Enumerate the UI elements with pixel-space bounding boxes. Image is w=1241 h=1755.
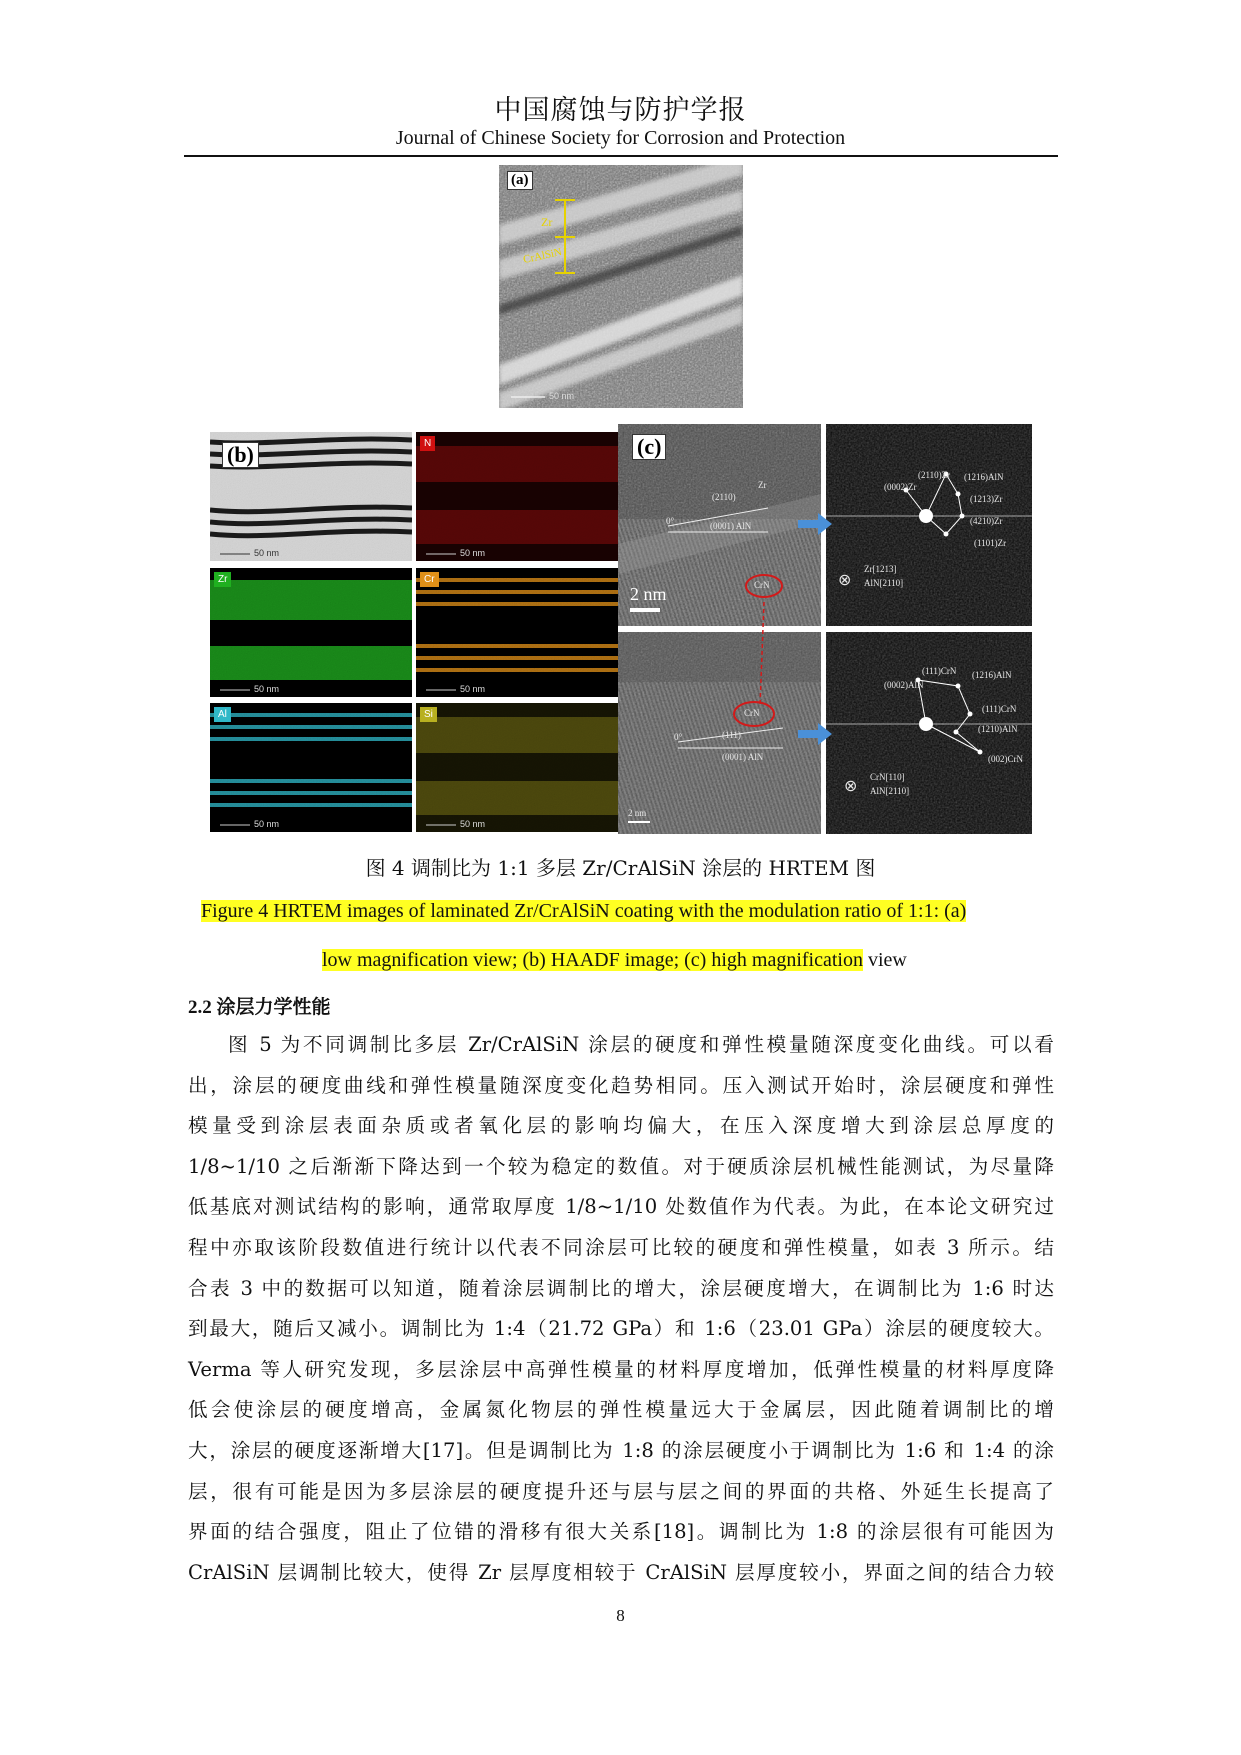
panel-b-label: (b) — [222, 442, 259, 468]
figure-caption-en-line2 — [322, 949, 907, 972]
eds-map-cr — [416, 568, 618, 697]
c-fft-top-s3: (1216)AlN — [964, 472, 1004, 482]
c-fft-bottom-s2: (111)CrN — [922, 666, 957, 676]
c-fft-top-zone2: AlN[2110] — [864, 578, 904, 588]
c-top-aln: (0001) AlN — [710, 521, 752, 531]
eds-map-zr — [210, 568, 412, 697]
c-fft-top-s4: (1213)Zr — [970, 494, 1003, 504]
c-fft-top-s1: (0002)Zr — [884, 482, 917, 492]
c-fft-bottom-zone-symbol: ⊗ — [844, 778, 858, 795]
c-fft-top-s2: (2110)Zr — [918, 470, 951, 480]
c-top-zr: Zr — [758, 480, 767, 490]
eds-map-tag-cr: Cr — [420, 572, 439, 587]
c-bottom-crn: CrN — [744, 708, 760, 718]
c-fft-top-zone-symbol: ⊗ — [838, 572, 852, 589]
panel-b-haadf-image — [210, 432, 412, 561]
panel-a-tem-image — [499, 165, 743, 408]
caption-en-line2-rest: view — [862, 949, 907, 971]
body-text-line: 低会使涂层的硬度增高，金属氮化物层的弹性模量远大于金属层，因此随着调制比的增 — [188, 1398, 1054, 1422]
figure-caption-en-line1 — [201, 900, 966, 923]
c-fft-top-zone1: Zr[1213] — [864, 564, 897, 574]
eds-map-scale: 50 nm — [254, 819, 280, 829]
eds-map-si — [416, 703, 618, 832]
body-text-line: 图 5 为不同调制比多层 Zr/CrAlSiN 涂层的硬度和弹性模量随深度变化曲线。可以看 — [228, 1033, 1054, 1056]
caption-en-line1-text: Figure 4 HRTEM images of laminated Zr/CrAlSiN coating with the modulation ratio of 1:1: (a) — [201, 900, 967, 922]
eds-map-scale: 50 nm — [254, 684, 280, 694]
c-fft-bottom-zone2: AlN[2110] — [870, 786, 910, 796]
page-number: 8 — [616, 1606, 625, 1625]
body-text-line: 界面的结合强度，阻止了位错的滑移有很大关系[18]。调制比为 1:8 的涂层很有可能因为 — [188, 1520, 1054, 1544]
figure-caption-cn: 图 4 调制比为 1:1 多层 Zr/CrAlSiN 涂层的 HRTEM 图 — [365, 856, 876, 880]
eds-map-tag-zr: Zr — [214, 572, 231, 587]
body-text-line: 合表 3 中的数据可以知道，随着涂层调制比的增大，涂层硬度增大，在调制比为 1:6 时达 — [188, 1276, 1054, 1300]
eds-map-n — [416, 432, 618, 561]
eds-map-scale: 50 nm — [460, 548, 486, 558]
c-fft-bottom-s6: (002)CrN — [988, 754, 1023, 764]
body-text-line: 低基底对测试结构的影响，通常取厚度 1/8~1/10 处数值作为代表。为此，在本论文研究过 — [188, 1195, 1054, 1219]
c-top-angle: 0° — [666, 516, 675, 526]
c-fft-bottom-s1: (0002)AlN — [884, 680, 924, 690]
c-top-crn: CrN — [754, 580, 770, 590]
body-text-line: 到最大，随后又减小。调制比为 1:4（21.72 GPa）和 1:6（23.01 GPa）涂层的硬度较大。 — [188, 1317, 1054, 1341]
header-rule — [184, 155, 1058, 157]
body-text-line: Verma 等人研究发现，多层涂层中高弹性模量的材料厚度增加，低弹性模量的材料厚度降 — [188, 1357, 1054, 1381]
c-bottom-scale: 2 nm — [628, 808, 647, 818]
eds-map-tag-al: Al — [214, 707, 231, 722]
c-fft-bottom-s3: (1216)AlN — [972, 670, 1012, 680]
eds-map-tag-si: Si — [420, 707, 437, 722]
c-top-plane: (2110) — [712, 492, 736, 502]
c-fft-bottom-s4: (111)CrN — [982, 704, 1017, 714]
panel-a-zr-label: Zr — [541, 215, 553, 229]
c-bottom-aln: (0001) AlN — [722, 752, 764, 762]
body-text-line: CrAlSiN 层调制比较大，使得 Zr 层厚度相较于 CrAlSiN 层厚度较小，界面之间的结合力较 — [188, 1560, 1054, 1584]
section-heading: 2.2 涂层力学性能 — [188, 997, 331, 1018]
c-fft-bottom-s5: (1210)AlN — [978, 724, 1018, 734]
arrow-top-icon — [798, 513, 832, 535]
c-fft-top-s6: (1101)Zr — [974, 538, 1007, 548]
body-text-line: 出，涂层的硬度曲线和弹性模量随深度变化趋势相同。压入测试开始时，涂层硬度和弹性 — [188, 1073, 1054, 1097]
journal-title-cn: 中国腐蚀与防护学报 — [494, 95, 747, 126]
eds-map-al — [210, 703, 412, 832]
c-bottom-plane: (111) — [722, 730, 741, 740]
panel-a-scale: 50 nm — [549, 391, 575, 401]
panel-b-haadf-scale: 50 nm — [254, 548, 280, 558]
body-text-line: 程中亦取该阶段数值进行统计以代表不同涂层可比较的硬度和弹性模量，如表 3 所示。结 — [188, 1236, 1054, 1259]
eds-map-tag-n: N — [420, 436, 435, 451]
c-top-scale: 2 nm — [630, 584, 667, 604]
caption-en-line2-highlight: low magnification view; (b) HAADF image; (c) high magnification — [322, 949, 863, 971]
arrow-bottom-icon — [798, 723, 832, 745]
body-text-line: 大，涂层的硬度逐渐增大[17]。但是调制比为 1:8 的涂层硬度小于调制比为 1:6 和 1:4 的涂 — [188, 1439, 1054, 1462]
body-text-line: 模量受到涂层表面杂质或者氧化层的影响均偏大，在压入深度增大到涂层总厚度的 — [188, 1114, 1054, 1138]
c-fft-bottom-zone1: CrN[110] — [870, 772, 905, 782]
body-text-line: 1/8~1/10 之后渐渐下降达到一个较为稳定的数值。对于硬质涂层机械性能测试，为尽量降 — [188, 1154, 1054, 1178]
panel-c-label: (c) — [632, 434, 666, 460]
eds-map-scale: 50 nm — [460, 684, 486, 694]
panel-a-cralsin-label: CrAlSiN — [522, 246, 563, 266]
c-fft-top-s5: (4210)Zr — [970, 516, 1003, 526]
journal-title-en: Journal of Chinese Society for Corrosion and Protection — [395, 127, 846, 149]
c-bottom-angle: 0° — [674, 732, 683, 742]
panel-c-connectors — [600, 420, 1040, 840]
eds-map-scale: 50 nm — [460, 819, 486, 829]
body-text-line: 层，很有可能是因为多层涂层的硬度提升还与层与层之间的界面的共格、外延生长提高了 — [188, 1479, 1054, 1503]
panel-a-label: (a) — [507, 171, 533, 190]
